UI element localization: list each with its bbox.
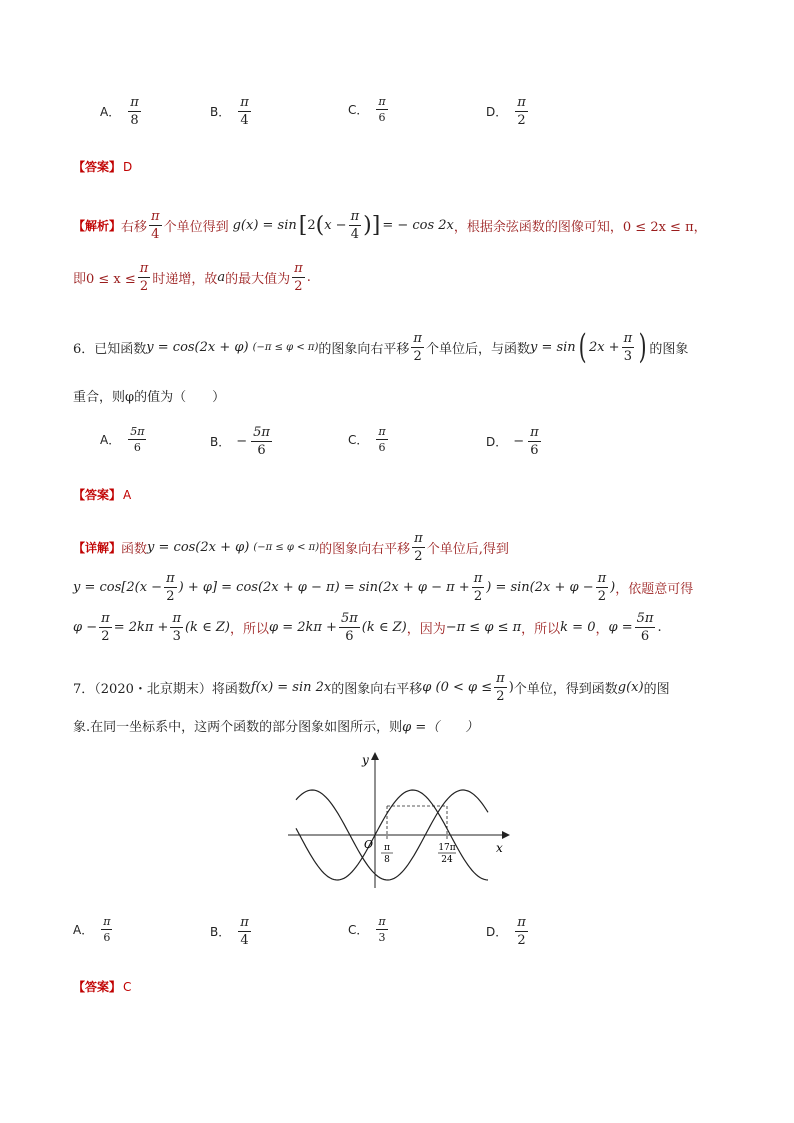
- q6-stem-line1: 6．已知函数 y = cos(2x + φ) (−π ≤ φ < π) 的图象向右平移 $\frac{\pi}{2}$ 个单位后，与函数 y = sin ( 2x + $\frac{\pi}{3}$ ) 的图象: [73, 327, 689, 367]
- q6-detail-line2: y = cos[2(x − $\frac{\pi}{2}$ ) + φ] = cos(2x + φ − π) = sin(2x + φ − π + $\frac{\pi}{2}$ ) = sin(2x + φ − $\frac{\pi}{2}$ ) ，依题意可得: [73, 571, 694, 604]
- fraction: $\frac{\pi}{2}$: [139, 261, 149, 294]
- fraction: $\frac{\pi}{3}$: [623, 330, 633, 364]
- q6-option-d[interactable]: D． − $\frac{\pi}{6}$: [486, 425, 539, 458]
- q6-detail-line3: φ − $\frac{\pi}{2}$ = 2kπ + $\frac{\pi}{3}$ (k ∈ Z) ，所以 φ = 2kπ + $\frac{5\pi}{6}$ (k ∈ Z) ，因为 −π ≤ φ ≤ π ，所以 k = 0 ， φ = $\frac{5\pi}{6}$ .: [73, 611, 662, 644]
- fraction: $\frac{\pi}{2}$: [473, 571, 483, 604]
- fraction: $\frac{\pi}{2}$: [166, 571, 175, 604]
- q7-answer: 【答案】 C: [73, 980, 132, 994]
- paren: ): [363, 212, 372, 238]
- fraction: $\frac{\pi}{2}$: [597, 571, 607, 604]
- q6-answer: 【答案】 A: [73, 488, 132, 502]
- fraction: $\frac{\pi}{4}$: [240, 95, 249, 128]
- fraction: $\frac{\pi}{4}$: [350, 209, 360, 242]
- q6-detail-line1: 【详解】 函数 y = cos(2x + φ) (−π ≤ φ < π) 的图象向右平移 $\frac{\pi}{2}$ 个单位后,得到: [73, 531, 509, 564]
- q5-option-a[interactable]: A． $\frac{\pi}{8}$: [100, 95, 139, 128]
- fraction: $\frac{5\pi}{6}$: [340, 611, 358, 644]
- tick1-num: π: [384, 843, 390, 853]
- origin-label: O: [364, 838, 374, 851]
- q6-option-b[interactable]: B． − $\frac{5\pi}{6}$: [210, 425, 270, 458]
- paren: (: [315, 212, 325, 238]
- fraction: $\frac{\pi}{3}$: [172, 611, 181, 644]
- fraction: $\frac{\pi}{2}$: [101, 611, 110, 644]
- fraction: $\frac{\pi}{2}$: [413, 330, 422, 364]
- fraction: $\frac{\pi}{2}$: [517, 915, 526, 948]
- bracket: ]: [371, 212, 381, 238]
- q7-option-c[interactable]: C． $\frac{\pi}{3}$: [348, 915, 386, 944]
- q5-analysis-line2: 即0 ≤ x ≤ $\frac{\pi}{2}$ 时递增，故 a 的最大值为 $\frac{\pi}{2}$ .: [73, 261, 311, 294]
- q6-options: [0, 426, 794, 466]
- bracket: [: [298, 212, 308, 238]
- fraction: $\frac{\pi}{2}$: [517, 95, 526, 128]
- q5-analysis-line1: 【解析】 右移 $\frac{\pi}{4}$ 个单位得到 g(x) = sin [ 2 ( x − $\frac{\pi}{4}$ ) ] = − cos 2x ，根据余弦函数的图像可知，0 ≤ 2x ≤ π，: [73, 209, 707, 242]
- fraction: $\frac{\pi}{6}$: [378, 425, 386, 454]
- q5-answer: 【答案】 D: [73, 160, 133, 174]
- fraction: $\frac{5\pi}{6}$: [130, 425, 145, 454]
- y-label: y: [362, 753, 369, 767]
- fraction: $\frac{\pi}{4}$: [151, 209, 160, 242]
- fraction: $\frac{\pi}{2}$: [414, 531, 423, 564]
- q7-graph: [280, 748, 520, 898]
- fraction: $\frac{\pi}{6}$: [530, 425, 539, 458]
- fraction: $\frac{\pi}{6}$: [103, 915, 111, 944]
- q5-option-c[interactable]: C． $\frac{\pi}{6}$: [348, 95, 386, 124]
- q7-option-a[interactable]: A． $\frac{\pi}{6}$: [73, 915, 111, 944]
- q5-option-d[interactable]: D． $\frac{\pi}{2}$: [486, 95, 526, 128]
- q6-option-a[interactable]: A． $\frac{5\pi}{6}$: [100, 425, 145, 454]
- fraction: $\frac{5\pi}{6}$: [636, 611, 654, 644]
- tick2-den: 24: [441, 855, 453, 865]
- q6-option-c[interactable]: C． $\frac{\pi}{6}$: [348, 425, 386, 454]
- fraction: $\frac{\pi}{6}$: [378, 95, 386, 124]
- fraction: $\frac{\pi}{3}$: [378, 915, 386, 944]
- q7-stem-line2: 象.在同一坐标系中，这两个函数的部分图象如图所示，则 φ =（ ）: [73, 720, 479, 735]
- paren: (: [578, 327, 587, 367]
- q7-option-d[interactable]: D． $\frac{\pi}{2}$: [486, 915, 526, 948]
- q7-option-b[interactable]: B． $\frac{\pi}{4}$: [210, 915, 249, 948]
- q5-options: [0, 96, 794, 136]
- fraction: $\frac{5\pi}{6}$: [253, 425, 270, 458]
- fraction: $\frac{\pi}{4}$: [240, 915, 249, 948]
- q7-options: [0, 916, 794, 956]
- q6-stem-line2: 重合，则φ的值为（ ）: [73, 390, 226, 405]
- fraction: $\frac{\pi}{2}$: [294, 261, 303, 294]
- q5-option-b[interactable]: B． $\frac{\pi}{4}$: [210, 95, 249, 128]
- fraction: $\frac{\pi}{2}$: [496, 671, 505, 704]
- fraction: $\frac{\pi}{8}$: [130, 95, 139, 128]
- q7-stem-line1: 7．（2020・北京期末）将函数 f(x) = sin 2x 的图象向右平移 φ (0 < φ ≤ $\frac{\pi}{2}$ ) 个单位，得到函数 g(x) 的图: [73, 671, 670, 704]
- tick1-den: 8: [384, 855, 390, 865]
- paren: ): [638, 327, 647, 367]
- x-label: x: [496, 841, 503, 855]
- tick2-num: 17π: [438, 843, 456, 853]
